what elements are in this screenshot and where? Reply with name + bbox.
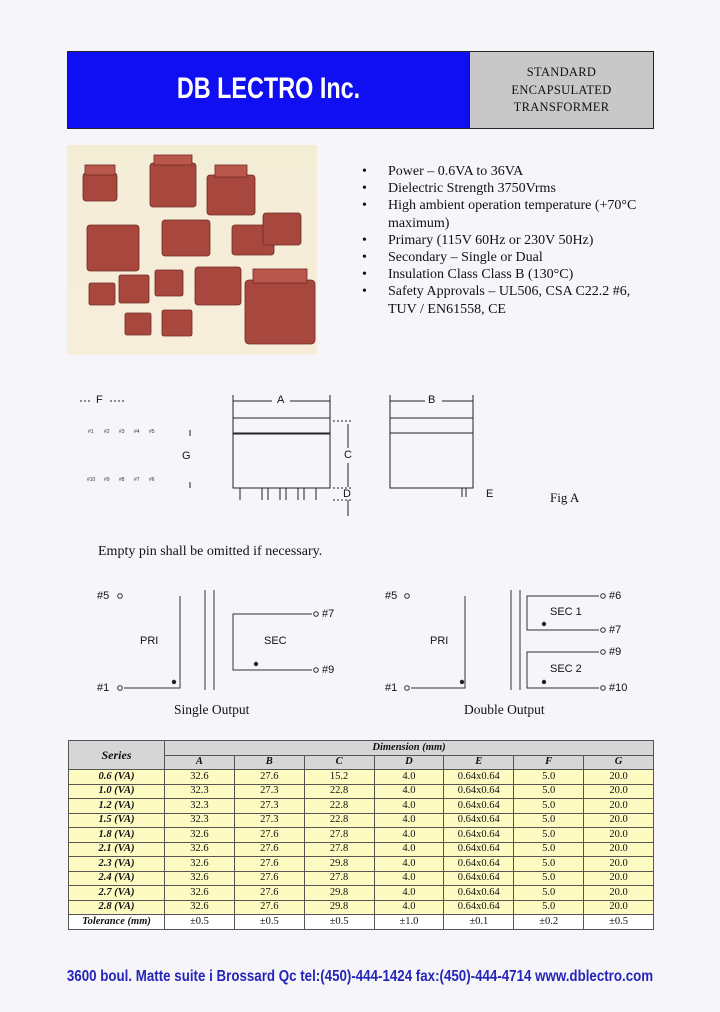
table-row bbox=[69, 886, 654, 901]
table-cell: 0.64x0.64 bbox=[444, 828, 514, 843]
table-cell: 32.3 bbox=[165, 813, 235, 828]
table-cell: 4.0 bbox=[374, 886, 444, 901]
pin-label: #5 bbox=[385, 590, 398, 602]
secondary-1-label: SEC 1 bbox=[550, 606, 582, 618]
feature-item: • Safety Approvals – UL506, CSA C22.2 #6, TUV / EN61558, CE bbox=[362, 283, 662, 317]
table-cell: 4.0 bbox=[374, 799, 444, 814]
omit-pin-note: Empty pin shall be omitted if necessary. bbox=[98, 544, 323, 559]
table-cell: 5.0 bbox=[514, 871, 584, 886]
dim-label-f: F bbox=[96, 394, 103, 406]
column-header: D bbox=[374, 755, 444, 770]
column-header: B bbox=[234, 755, 304, 770]
polarity-dot bbox=[542, 680, 546, 684]
table-cell: 20.0 bbox=[584, 813, 654, 828]
table-cell: 22.8 bbox=[304, 784, 374, 799]
table-cell: 5.0 bbox=[514, 842, 584, 857]
table-cell: 20.0 bbox=[584, 828, 654, 843]
table-cell: 5.0 bbox=[514, 770, 584, 785]
transformer-image bbox=[119, 275, 149, 303]
feature-item: • Power – 0.6VA to 36VA bbox=[362, 163, 662, 180]
table-cell: 4.0 bbox=[374, 842, 444, 857]
transformer-image bbox=[207, 175, 255, 215]
table-cell: 29.8 bbox=[304, 857, 374, 872]
single-output-caption: Single Output bbox=[174, 702, 250, 717]
transformer-image bbox=[162, 220, 210, 256]
table-cell: 0.64x0.64 bbox=[444, 886, 514, 901]
pin-label: #2 bbox=[104, 429, 110, 435]
table-cell: 5.0 bbox=[514, 799, 584, 814]
table-row bbox=[69, 770, 654, 785]
pin-label: #8 bbox=[119, 477, 125, 483]
table-cell: 32.6 bbox=[165, 857, 235, 872]
table-row bbox=[69, 799, 654, 814]
dimension-header: Dimension (mm) bbox=[165, 741, 654, 756]
terminal bbox=[314, 668, 319, 673]
table-cell: 5.0 bbox=[514, 900, 584, 915]
series-cell: 2.4 (VA) bbox=[69, 871, 165, 886]
feature-item: • Secondary – Single or Dual bbox=[362, 249, 662, 266]
feature-item: • Insulation Class Class B (130°C) bbox=[362, 266, 662, 283]
pin-label: #9 bbox=[609, 646, 622, 658]
table-cell: 4.0 bbox=[374, 828, 444, 843]
table-cell: 4.0 bbox=[374, 871, 444, 886]
column-header: A bbox=[165, 755, 235, 770]
column-header: F bbox=[514, 755, 584, 770]
transformer-image bbox=[83, 173, 117, 201]
table-row bbox=[69, 900, 654, 915]
pin-label: #10 bbox=[609, 682, 628, 694]
table-cell: 20.0 bbox=[584, 871, 654, 886]
transformer-image bbox=[245, 280, 315, 344]
pin-label: #5 bbox=[149, 429, 155, 435]
table-cell: 20.0 bbox=[584, 886, 654, 901]
table-cell: 4.0 bbox=[374, 813, 444, 828]
table-cell: 4.0 bbox=[374, 784, 444, 799]
pin-label: #9 bbox=[322, 664, 335, 676]
table-cell: 32.6 bbox=[165, 828, 235, 843]
table-cell: 27.8 bbox=[304, 842, 374, 857]
dim-label-b: B bbox=[428, 394, 436, 406]
terminal bbox=[601, 594, 606, 599]
transformer-image bbox=[162, 310, 192, 336]
header-box bbox=[67, 51, 654, 129]
terminal bbox=[601, 650, 606, 655]
dimension-table bbox=[68, 740, 654, 930]
product-line: STANDARD bbox=[526, 65, 597, 79]
table-cell: 32.6 bbox=[165, 886, 235, 901]
table-row bbox=[69, 871, 654, 886]
pin-label: #7 bbox=[134, 477, 140, 483]
primary-label: PRI bbox=[140, 635, 159, 647]
table-cell: 32.3 bbox=[165, 784, 235, 799]
pin-label: #9 bbox=[104, 477, 110, 483]
series-cell: 1.0 (VA) bbox=[69, 784, 165, 799]
polarity-dot bbox=[172, 680, 176, 684]
table-cell: 5.0 bbox=[514, 886, 584, 901]
table-cell: 4.0 bbox=[374, 900, 444, 915]
table-cell: 27.6 bbox=[234, 886, 304, 901]
transformer-image bbox=[154, 155, 192, 165]
feature-item: • Primary (115V 60Hz or 230V 50Hz) bbox=[362, 232, 662, 249]
tolerance-cell: ±0.1 bbox=[444, 915, 514, 930]
table-cell: 27.8 bbox=[304, 871, 374, 886]
table-cell: 27.6 bbox=[234, 857, 304, 872]
pin-label: #7 bbox=[609, 624, 622, 636]
pin-label: #10 bbox=[87, 477, 96, 483]
product-title bbox=[470, 52, 653, 128]
polarity-dot bbox=[542, 622, 546, 626]
pin-label: #6 bbox=[609, 590, 622, 602]
company-banner bbox=[68, 52, 470, 128]
table-cell: 0.64x0.64 bbox=[444, 799, 514, 814]
dimension-drawing bbox=[0, 380, 720, 520]
table-row bbox=[69, 857, 654, 872]
table-cell: 20.0 bbox=[584, 842, 654, 857]
table-cell: 0.64x0.64 bbox=[444, 770, 514, 785]
table-cell: 29.8 bbox=[304, 886, 374, 901]
pin-label: #4 bbox=[134, 429, 140, 435]
terminal bbox=[405, 594, 410, 599]
table-cell: 0.64x0.64 bbox=[444, 813, 514, 828]
table-cell: 5.0 bbox=[514, 828, 584, 843]
table-cell: 27.6 bbox=[234, 900, 304, 915]
table-cell: 20.0 bbox=[584, 799, 654, 814]
series-cell: 1.8 (VA) bbox=[69, 828, 165, 843]
table-cell: 4.0 bbox=[374, 770, 444, 785]
pin-label: #3 bbox=[119, 429, 125, 435]
transformer-image bbox=[85, 165, 115, 175]
tolerance-cell: ±0.5 bbox=[304, 915, 374, 930]
transformer-image bbox=[87, 225, 139, 271]
polarity-dot bbox=[254, 662, 258, 666]
transformer-image bbox=[125, 313, 151, 335]
transformer-image bbox=[253, 269, 307, 283]
table-cell: 5.0 bbox=[514, 813, 584, 828]
company-name: DB LECTRO Inc. bbox=[176, 72, 361, 105]
tolerance-cell: ±0.5 bbox=[165, 915, 235, 930]
transformers-illustration bbox=[67, 145, 317, 355]
table-row bbox=[69, 784, 654, 799]
tolerance-cell: ±0.5 bbox=[584, 915, 654, 930]
dim-label-a: A bbox=[277, 394, 285, 406]
table-row bbox=[69, 828, 654, 843]
secondary-2-label: SEC 2 bbox=[550, 663, 582, 675]
series-cell: 1.5 (VA) bbox=[69, 813, 165, 828]
table-cell: 0.64x0.64 bbox=[444, 857, 514, 872]
table-cell: 32.6 bbox=[165, 842, 235, 857]
table-cell: 27.3 bbox=[234, 799, 304, 814]
column-header: C bbox=[304, 755, 374, 770]
terminal bbox=[118, 686, 123, 691]
dim-label-e: E bbox=[486, 488, 494, 500]
figure-label: Fig A bbox=[550, 490, 580, 505]
series-cell: 2.7 (VA) bbox=[69, 886, 165, 901]
table-body bbox=[69, 770, 654, 930]
transformer-image bbox=[263, 213, 301, 245]
terminal bbox=[314, 612, 319, 617]
double-output-caption: Double Output bbox=[464, 702, 545, 717]
series-cell: 2.1 (VA) bbox=[69, 842, 165, 857]
terminal bbox=[118, 594, 123, 599]
transformer-image bbox=[215, 165, 247, 177]
series-cell: 2.8 (VA) bbox=[69, 900, 165, 915]
transformer-image bbox=[150, 163, 196, 207]
feature-item: • Dielectric Strength 3750Vrms bbox=[362, 180, 662, 197]
table-cell: 0.64x0.64 bbox=[444, 871, 514, 886]
table-cell: 5.0 bbox=[514, 784, 584, 799]
table-cell: 32.6 bbox=[165, 770, 235, 785]
table-cell: 32.6 bbox=[165, 900, 235, 915]
terminal bbox=[601, 686, 606, 691]
table-cell: 32.6 bbox=[165, 871, 235, 886]
primary-label: PRI bbox=[430, 635, 449, 647]
table-cell: 27.6 bbox=[234, 842, 304, 857]
polarity-dot bbox=[460, 680, 464, 684]
transformer-image bbox=[89, 283, 115, 305]
dim-label-d: D bbox=[343, 488, 351, 500]
product-line: TRANSFORMER bbox=[513, 100, 610, 114]
table-cell: 32.3 bbox=[165, 799, 235, 814]
table-cell: 0.64x0.64 bbox=[444, 842, 514, 857]
series-cell: 0.6 (VA) bbox=[69, 770, 165, 785]
table-row bbox=[69, 842, 654, 857]
table-cell: 4.0 bbox=[374, 857, 444, 872]
terminal bbox=[405, 686, 410, 691]
tolerance-label: Tolerance (mm) bbox=[69, 915, 165, 930]
series-cell: 2.3 (VA) bbox=[69, 857, 165, 872]
pin-label: #7 bbox=[322, 608, 335, 620]
pin-label: #6 bbox=[149, 477, 155, 483]
table-cell: 15.2 bbox=[304, 770, 374, 785]
table-cell: 5.0 bbox=[514, 857, 584, 872]
tolerance-cell: ±0.2 bbox=[514, 915, 584, 930]
table-row bbox=[69, 813, 654, 828]
table-cell: 22.8 bbox=[304, 813, 374, 828]
column-header: E bbox=[444, 755, 514, 770]
feature-list bbox=[362, 163, 662, 318]
table-cell: 27.6 bbox=[234, 828, 304, 843]
tolerance-cell: ±1.0 bbox=[374, 915, 444, 930]
table-cell: 20.0 bbox=[584, 900, 654, 915]
tolerance-row bbox=[69, 915, 654, 930]
table-cell: 27.6 bbox=[234, 871, 304, 886]
column-header: G bbox=[584, 755, 654, 770]
secondary-label: SEC bbox=[264, 635, 287, 647]
series-header: Series bbox=[69, 741, 165, 770]
dim-label-c: C bbox=[344, 449, 352, 461]
table-cell: 27.8 bbox=[304, 828, 374, 843]
table-cell: 27.3 bbox=[234, 784, 304, 799]
tolerance-cell: ±0.5 bbox=[234, 915, 304, 930]
product-photo bbox=[67, 145, 317, 355]
dim-label-g: G bbox=[182, 450, 191, 462]
transformer-image bbox=[155, 270, 183, 296]
table-cell: 20.0 bbox=[584, 770, 654, 785]
table-cell: 0.64x0.64 bbox=[444, 784, 514, 799]
contact-footer: 3600 boul. Matte suite i Brossard Qc tel:(450)-444-1424 fax:(450)-444-4714 www.dblectro.com bbox=[66, 968, 654, 985]
pin-label: #1 bbox=[97, 682, 110, 694]
pin-label: #5 bbox=[97, 590, 110, 602]
table-cell: 0.64x0.64 bbox=[444, 900, 514, 915]
table-cell: 20.0 bbox=[584, 784, 654, 799]
table-cell: 22.8 bbox=[304, 799, 374, 814]
pin-label: #1 bbox=[88, 429, 94, 435]
table-cell: 27.3 bbox=[234, 813, 304, 828]
table-cell: 20.0 bbox=[584, 857, 654, 872]
table-cell: 29.8 bbox=[304, 900, 374, 915]
product-line: ENCAPSULATED bbox=[511, 82, 612, 97]
pin-label: #1 bbox=[385, 682, 398, 694]
feature-item: • High ambient operation temperature (+70°C maximum) bbox=[362, 197, 662, 231]
series-cell: 1.2 (VA) bbox=[69, 799, 165, 814]
table-cell: 27.6 bbox=[234, 770, 304, 785]
terminal bbox=[601, 628, 606, 633]
transformer-image bbox=[195, 267, 241, 305]
